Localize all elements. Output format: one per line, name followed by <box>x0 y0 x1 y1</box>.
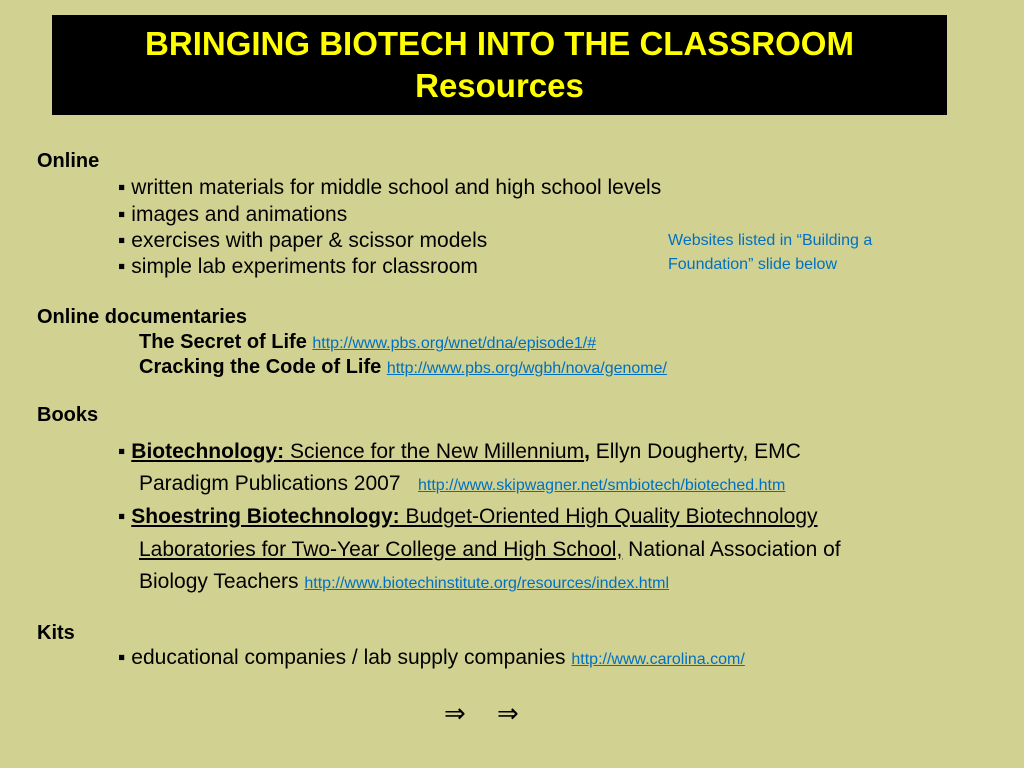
section-heading-documentaries: Online documentaries <box>37 306 248 328</box>
book-2-subtitle-1: Budget-Oriented High Quality Biotechnology <box>399 505 818 528</box>
book-2-bullet: ▪ <box>118 505 132 528</box>
book-2-subtitle-2: Laboratories for Two-Year College and High School, <box>139 538 623 561</box>
book-1-line-1 <box>118 440 801 464</box>
documentary-2-link[interactable]: http://www.pbs.org/wgbh/nova/genome/ <box>386 360 667 377</box>
slide-subtitle: Resources <box>415 67 584 104</box>
documentary-2 <box>139 356 667 379</box>
online-item-3: ▪ exercises with paper & scissor models <box>118 229 488 252</box>
book-1-title: Biotechnology: <box>131 440 285 463</box>
documentary-1-title: The Secret of Life <box>139 331 307 353</box>
book-1-author: Ellyn Dougherty, EMC <box>589 440 801 463</box>
book-2-link[interactable]: http://www.biotechinstitute.org/resources/index.html <box>304 575 670 592</box>
book-1-line-2 <box>139 472 785 496</box>
kits-link[interactable]: http://www.carolina.com/ <box>571 651 745 668</box>
section-heading-books: Books <box>37 404 99 426</box>
section-heading-online: Online <box>37 150 100 172</box>
section-heading-kits: Kits <box>37 622 75 644</box>
slide-title: BRINGING BIOTECH INTO THE CLASSROOM <box>145 25 854 62</box>
book-2-title: Shoestring Biotechnology: <box>131 505 400 528</box>
next-arrows-icon[interactable]: ⇒ ⇒ <box>444 698 531 728</box>
documentary-2-title: Cracking the Code of Life <box>139 356 382 378</box>
book-2-publisher: National Association of <box>622 538 841 561</box>
book-2-line-2 <box>139 538 841 562</box>
documentary-1 <box>139 331 596 354</box>
kits-item-text: ▪ educational companies / lab supply companies <box>118 646 566 669</box>
book-2-line-3 <box>139 570 669 594</box>
online-item-4: ▪ simple lab experiments for classroom <box>118 255 478 278</box>
documentary-1-link[interactable]: http://www.pbs.org/wnet/dna/episode1/# <box>312 335 597 352</box>
book-1-subtitle: Science for the New Millennium <box>284 440 585 463</box>
book-1-bullet: ▪ <box>118 440 132 463</box>
online-item-2: ▪ images and animations <box>118 203 348 226</box>
book-1-link[interactable]: http://www.skipwagner.net/smbiotech/bioteched.htm <box>418 477 786 494</box>
book-1-publisher: Paradigm Publications 2007 <box>139 472 401 495</box>
book-2-line-1 <box>118 505 818 529</box>
kits-item <box>118 646 745 670</box>
websites-note: Websites listed in “Building a Foundation” slide below <box>668 232 873 273</box>
book-2-publisher-end: Biology Teachers <box>139 570 299 593</box>
book-1-comma: , <box>584 440 590 463</box>
online-item-1: ▪ written materials for middle school and high school levels <box>118 176 662 199</box>
